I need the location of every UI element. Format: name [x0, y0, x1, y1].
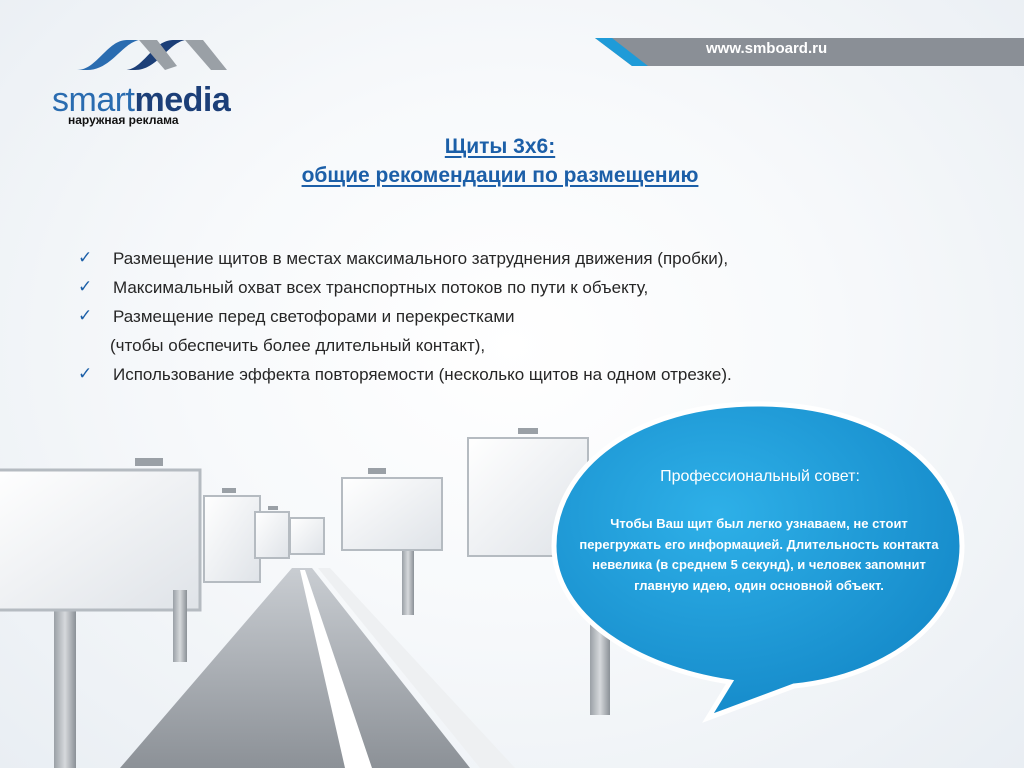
site-url[interactable]: www.smboard.ru — [706, 40, 828, 57]
logo — [52, 36, 232, 132]
checkmark-icon: ✓ — [78, 248, 93, 268]
title-line-2: общие рекомендации по размещению — [301, 164, 699, 187]
billboard-right-mid — [342, 468, 442, 615]
list-item-text: Использование эффекта повторяемости (несколько щитов на одном отрезке). — [113, 365, 732, 384]
checkmark-icon: ✓ — [78, 277, 93, 297]
tip-heading: Профессиональный совет: — [660, 468, 860, 485]
billboard-left-small — [255, 506, 289, 558]
page-title — [200, 132, 800, 190]
billboard-far — [290, 518, 324, 554]
recommendations-list — [78, 244, 938, 389]
list-item — [78, 302, 938, 331]
brand-part-smart: smart — [52, 81, 135, 119]
logo-waves-icon — [77, 36, 237, 86]
list-item-text: (чтобы обеспечить более длительный контакт), — [110, 336, 486, 355]
checkmark-icon: ✓ — [78, 364, 93, 384]
list-item — [78, 244, 938, 273]
title-line-1: Щиты 3х6: — [444, 135, 556, 158]
list-item-text: Размещение щитов в местах максимального затруднения движения (пробки), — [113, 249, 729, 268]
tip-text: Чтобы Ваш щит был легко узнаваем, не стоит перегружать его информацией. Длительность контакта невелика (в среднем 5 секунд), и человек запомнит главную идею, один основной объект. — [579, 516, 939, 593]
checkmark-icon: ✓ — [78, 306, 93, 326]
list-item — [78, 273, 938, 302]
list-item-text: Максимальный охват всех транспортных потоков по пути к объекту, — [113, 278, 649, 297]
logo-tagline: наружная реклама — [68, 113, 179, 127]
brand-part-media: media — [134, 81, 231, 119]
list-item-text: Размещение перед светофорами и перекрестками — [113, 307, 515, 326]
list-item-continuation — [78, 331, 938, 360]
list-item — [78, 360, 938, 389]
